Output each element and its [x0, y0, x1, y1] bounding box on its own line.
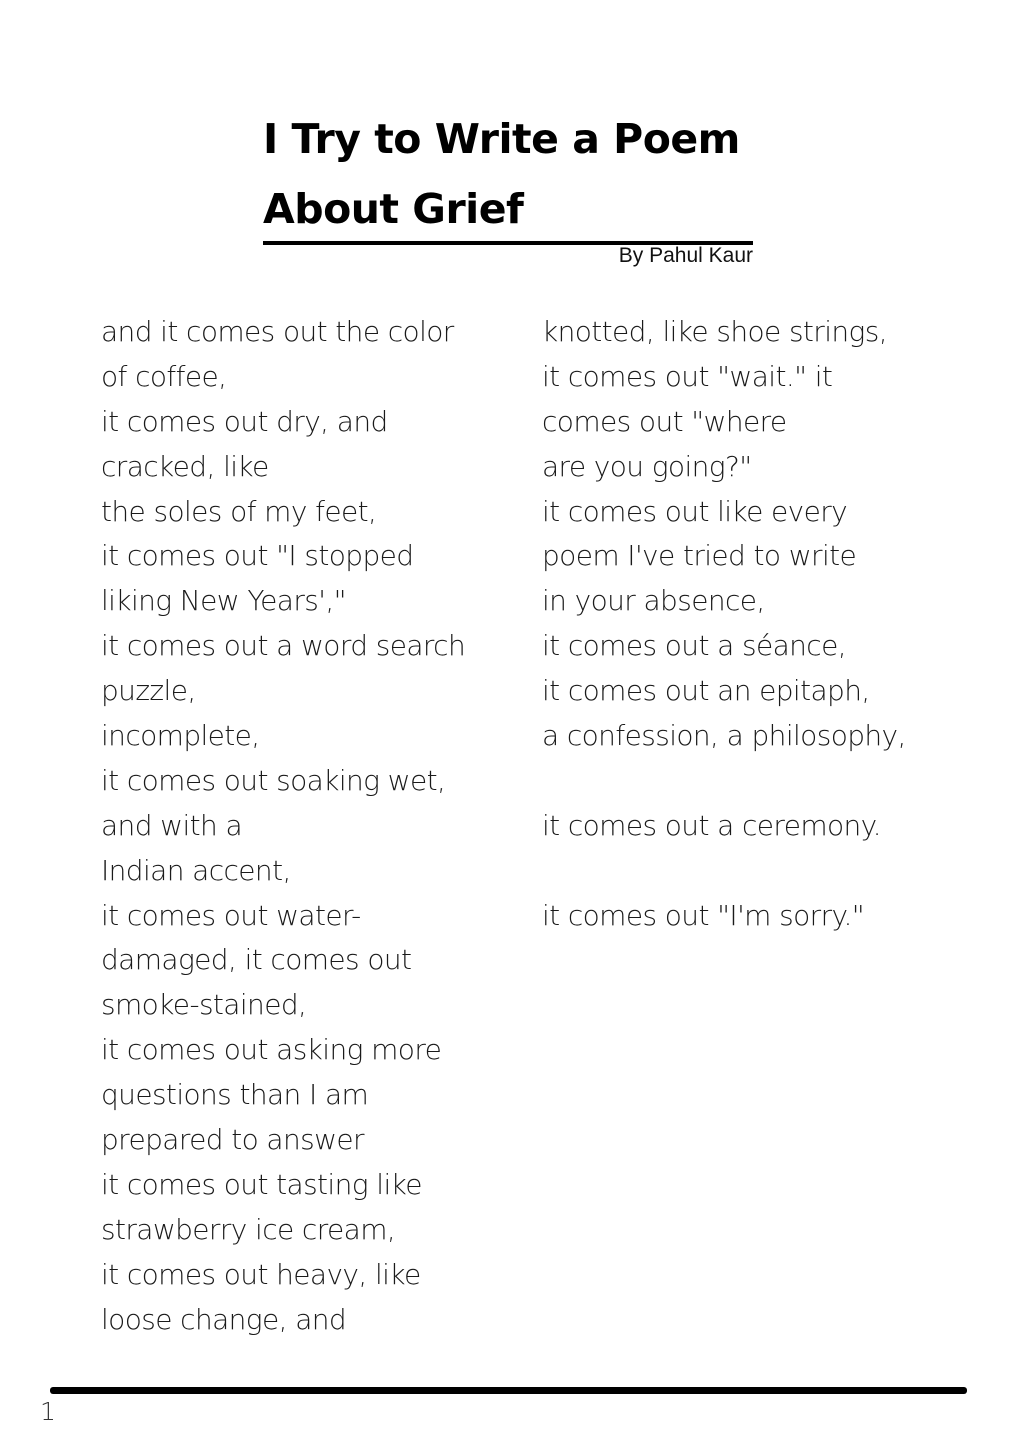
poem-line: Indian accent, [101, 853, 291, 887]
stanza-break [542, 759, 982, 804]
poem-line: it comes out tasting like [101, 1167, 422, 1201]
poem-line: damaged, it comes out [101, 943, 412, 977]
poem-line: cracked, like [101, 449, 269, 483]
poem-column-right [542, 310, 982, 938]
stanza-break [542, 849, 982, 894]
poem-line: it comes out "I'm sorry." [542, 898, 865, 932]
poem-line: the soles of my feet, [101, 494, 377, 528]
poem-line: it comes out an epitaph, [542, 674, 870, 708]
poem-title [263, 104, 753, 244]
poem-title-line-2: About Grief [263, 185, 524, 233]
poem-line: it comes out dry, and [101, 404, 388, 438]
poem-line: prepared to answer [101, 1123, 364, 1157]
poem-line: are you going?" [542, 449, 752, 483]
poem-line: it comes out heavy, like [101, 1257, 421, 1291]
poem-line: it comes out a séance, [542, 629, 847, 663]
poem-line: it comes out asking more [101, 1033, 442, 1067]
poem-title-line-1: I Try to Write a Poem [263, 115, 740, 163]
author-byline: By Pahul Kaur [618, 244, 753, 267]
poem-line: of coffee, [101, 359, 227, 393]
poem-line: it comes out a ceremony. [542, 808, 881, 842]
poem-line: in your absence, [542, 584, 765, 618]
poem-line: puzzle, [101, 674, 196, 708]
poem-line: knotted, like shoe strings, [542, 315, 888, 348]
poem-line: a confession, a philosophy, [542, 719, 906, 753]
poem-line: strawberry ice cream, [101, 1212, 396, 1246]
poem-line: poem I've tried to write [542, 539, 857, 573]
poem-line: incomplete, [101, 719, 260, 753]
poem-line: comes out "where [542, 404, 787, 438]
poem-line: it comes out "I stopped [101, 539, 414, 573]
poem-line: it comes out "wait." it [542, 359, 833, 393]
poem-line: and it comes out the color [101, 315, 454, 348]
poem-line: liking New Years'," [101, 584, 346, 618]
poem-line: it comes out like every [542, 494, 848, 528]
poem-line: questions than I am [101, 1078, 369, 1112]
footer-divider [50, 1387, 967, 1394]
poem-line: it comes out soaking wet, [101, 763, 446, 797]
poem-column-left [101, 310, 511, 1342]
poem-line: and with a [101, 808, 243, 842]
poem-line: loose change, and [101, 1302, 347, 1336]
poem-line: smoke-stained, [101, 988, 307, 1022]
title-block [263, 104, 753, 245]
page-number: 1 [40, 1397, 56, 1426]
poem-line: it comes out water- [101, 898, 361, 932]
poem-line: it comes out a word search [101, 629, 466, 663]
